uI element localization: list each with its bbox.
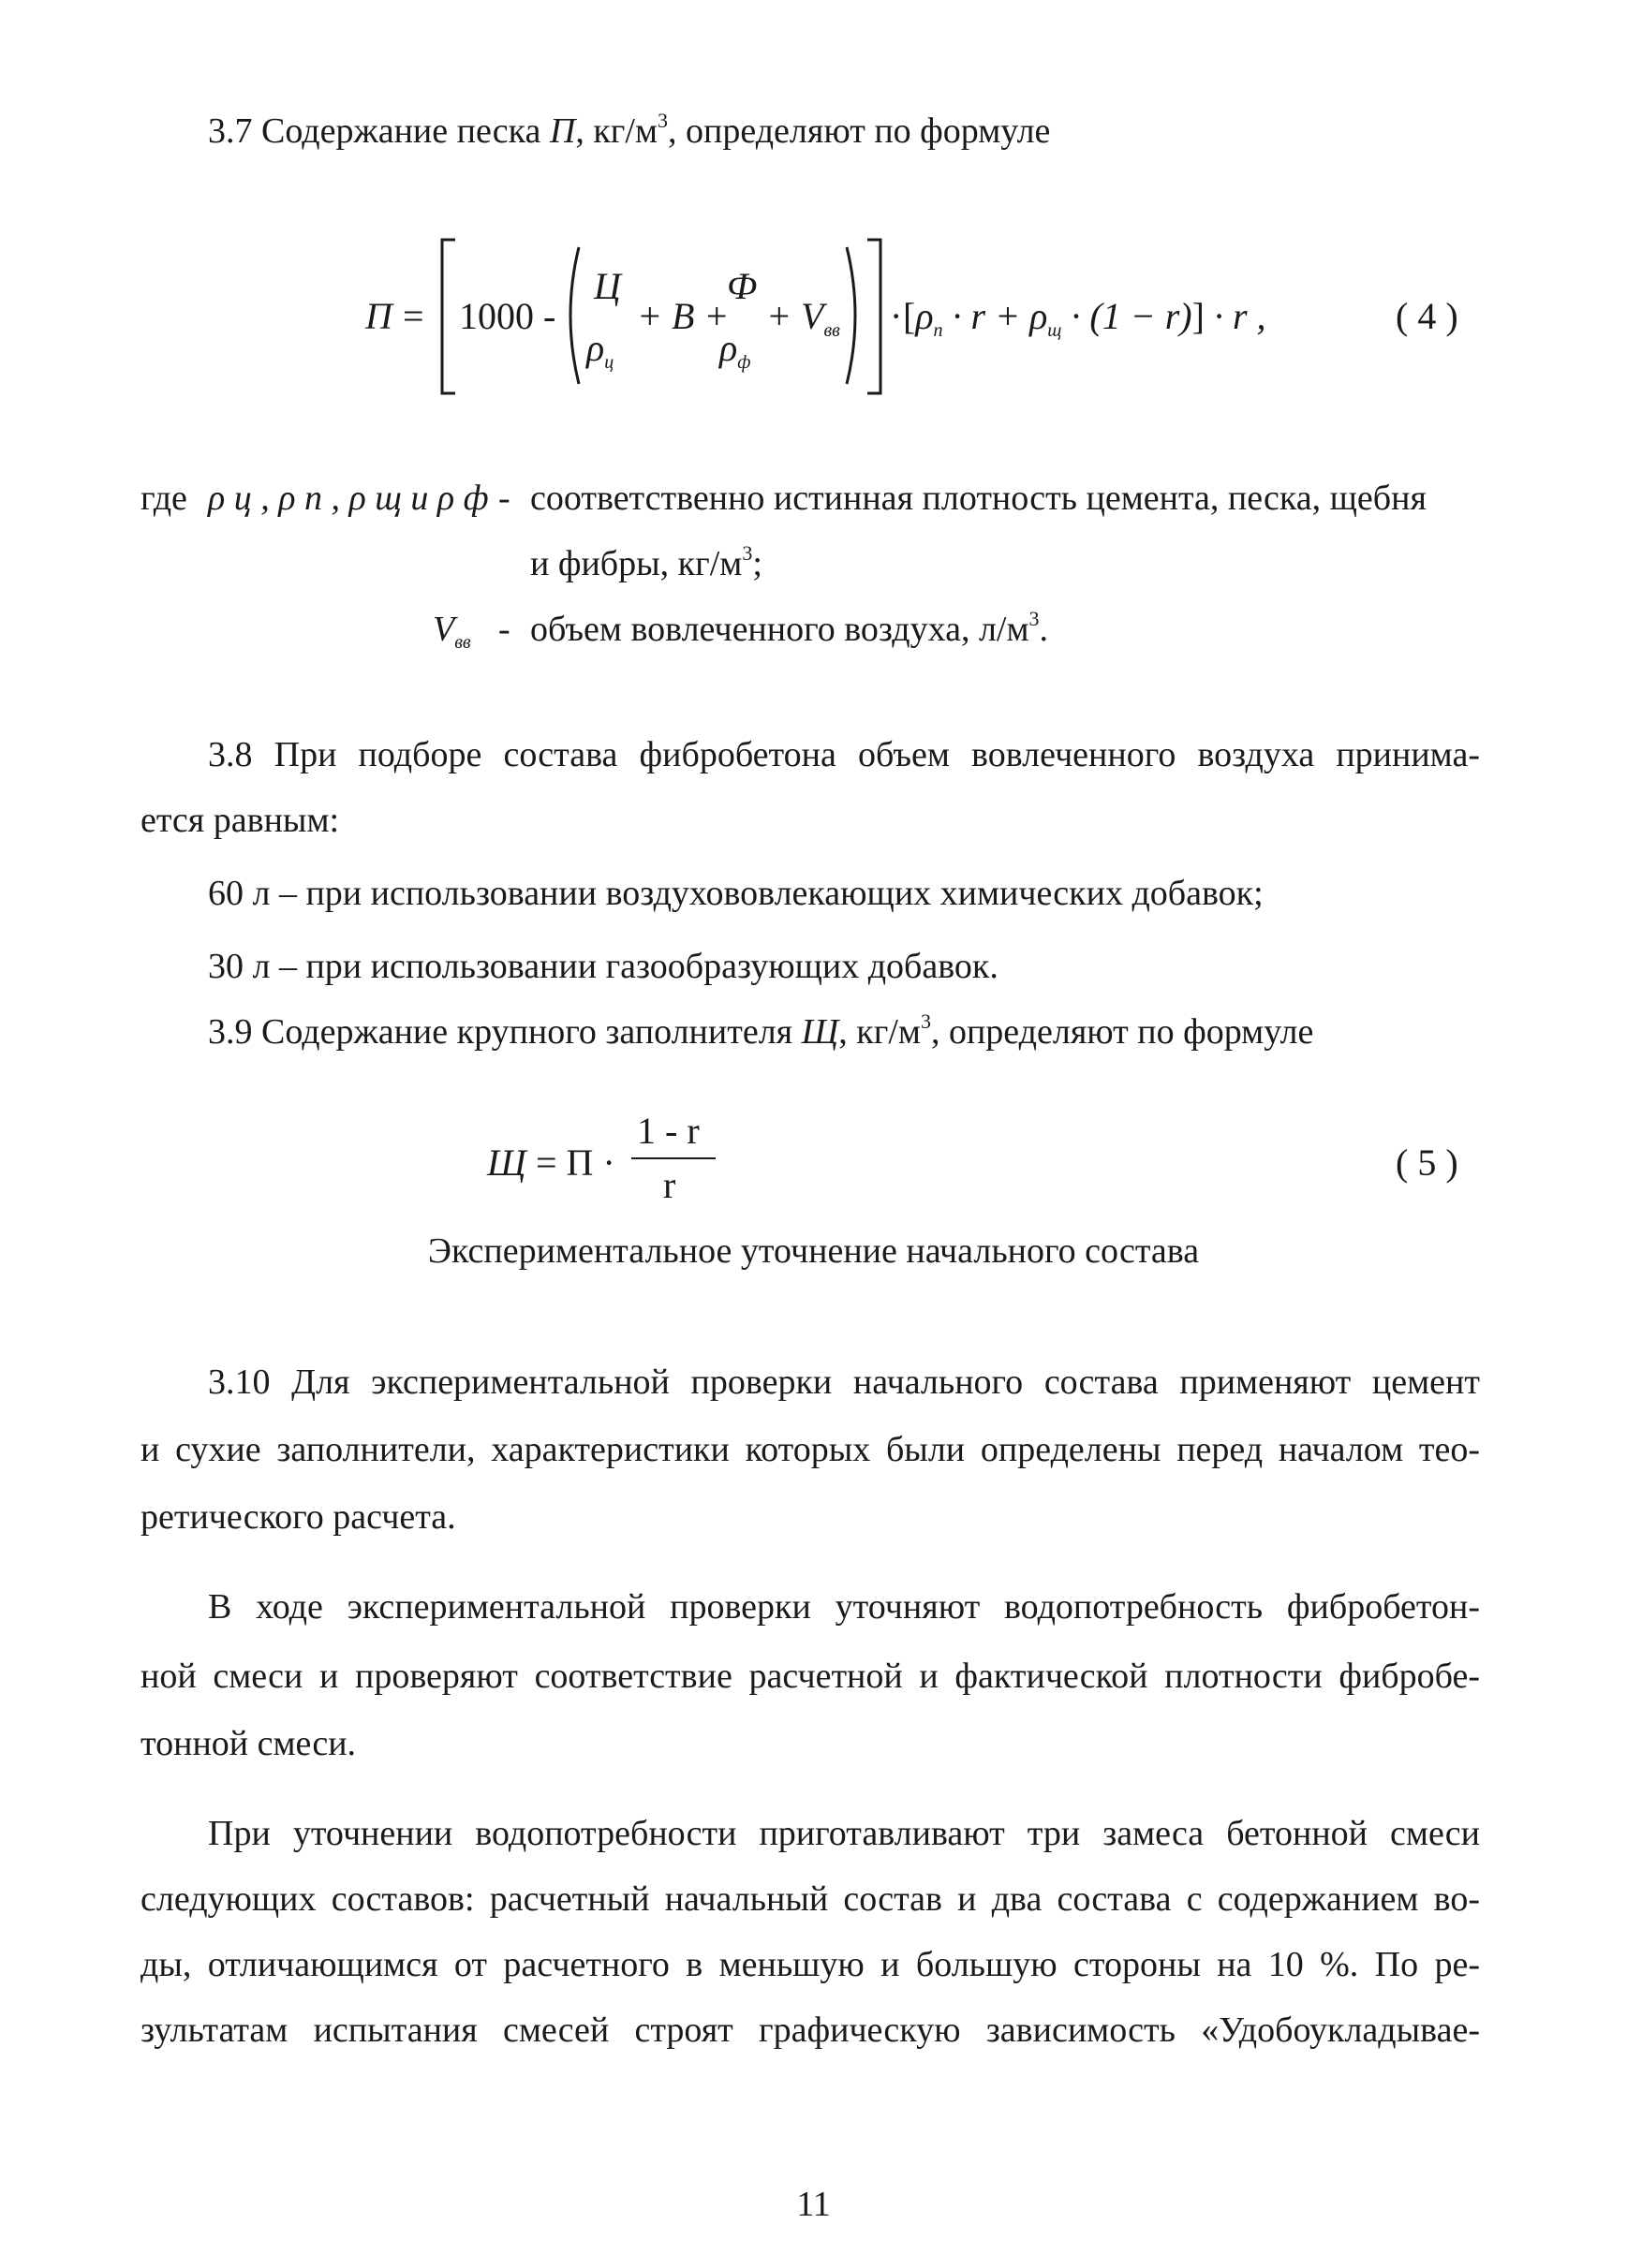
para-water-line-4: зультатам испытания смесей строят графическую зависимость «Удобоукладывае-: [141, 2010, 1480, 2050]
f4-plus-v: + $V_{вв}$: [766, 295, 840, 341]
unit-exp: 3: [658, 109, 668, 132]
para-check-line-3: тонной смеси.: [141, 1724, 357, 1763]
f5-lhs: Щ: [487, 1141, 526, 1184]
f5-fraction-bar: [631, 1157, 716, 1159]
para-3-9: 3.9 Содержание крупного заполнителя Щ, $кг/м^3$, определяют по формуле: [208, 1009, 1314, 1052]
right-square-bracket: [865, 238, 884, 395]
f5-number: ( 5 ): [1396, 1141, 1458, 1184]
f4-cement-num: Ц: [594, 265, 621, 307]
para-3-10-line-1: 3.10 Для экспериментальной проверки начального состава применяют цемент: [208, 1362, 1480, 1402]
f5-num: 1 - r: [637, 1110, 700, 1152]
f4-tail: $[\rho_п \cdot r + \rho_щ \cdot (1 - r)] \cdot r$ ,: [903, 295, 1266, 341]
para-3-7-prefix: 3.7 Содержание песка: [208, 111, 550, 151]
para-check-line-2: ной смеси и проверяют соответствие расчетной и фактической плотности фибробе-: [141, 1657, 1480, 1696]
para-3-10-line-3: ретического расчета.: [141, 1497, 456, 1537]
f4-number: ( 4 ): [1396, 295, 1458, 337]
left-paren: [560, 245, 581, 386]
para-3-8-line-2: ется равным:: [141, 801, 340, 840]
where-sym-2: $V_{вв}$: [433, 610, 471, 653]
para-water-line-3: ды, отличающимся от расчетного в меньшую и большую стороны на 10 %. По ре-: [141, 1945, 1480, 1984]
para-water-line-1: При уточнении водопотребности приготавливают три замеса бетонной смеси: [208, 1814, 1480, 1853]
f4-cement-den: $\rho_ц$: [586, 327, 614, 373]
f5-eq: = П ·: [536, 1141, 615, 1184]
where-def-1: соответственно истинная плотность цемента, песка, щебня: [530, 479, 1427, 518]
para-water-line-2: следующих составов: расчетный начальный состав и два состава с содержанием во-: [141, 1879, 1480, 1919]
right-paren: [845, 245, 865, 386]
para-3-7: 3.7 Содержание песка П, $кг/м^3$, определяют по формуле: [208, 109, 1051, 151]
para-3-8-item-1: 60 л – при использовании воздухововлекающих химических добавок;: [208, 874, 1264, 913]
para-3-8-item-2: 30 л – при использовании газообразующих добавок.: [208, 947, 998, 986]
left-square-bracket: [438, 238, 457, 395]
unit: кг/м: [593, 111, 658, 151]
f4-1000: 1000: [459, 295, 534, 337]
f4-plus-b: + В +: [637, 295, 730, 337]
formula-4: [365, 232, 1489, 401]
where-def-1-line2: и фибры, $кг/м^3$;: [530, 541, 762, 583]
f4-dot: ·: [890, 295, 903, 337]
f4-fibre-den: $\rho_ф$: [719, 327, 751, 373]
var-sand: П: [549, 111, 576, 151]
where-symbols: ρ ц , ρ п , ρ щ и ρ ф: [208, 479, 489, 518]
para-3-10-line-2: и сухие заполнители, характеристики которых были определены перед началом тео-: [141, 1430, 1480, 1469]
f4-lhs: П: [365, 295, 392, 337]
f4-fibre-num: Ф: [727, 265, 758, 307]
f5-den: r: [663, 1164, 676, 1206]
where-dash-1: -: [498, 479, 510, 518]
page-number: 11: [796, 2185, 831, 2224]
f4-eq: =: [403, 295, 424, 337]
para-check-line-1: В ходе экспериментальной проверки уточняют водопотребность фибробетон-: [208, 1587, 1480, 1627]
where-def-2: объем вовлеченного воздуха, $л/м^3$.: [530, 607, 1049, 649]
f4-minus: -: [543, 295, 556, 337]
section-subtitle: Экспериментальное уточнение начального состава: [427, 1231, 1200, 1271]
where-dash-2: -: [498, 610, 510, 649]
para-3-7-suffix: , определяют по формуле: [668, 111, 1051, 151]
where-label: где: [141, 479, 187, 518]
para-3-8-line-1: 3.8 При подборе состава фибробетона объем вовлеченного воздуха принима-: [208, 735, 1480, 774]
formula-5: [487, 1105, 1499, 1217]
